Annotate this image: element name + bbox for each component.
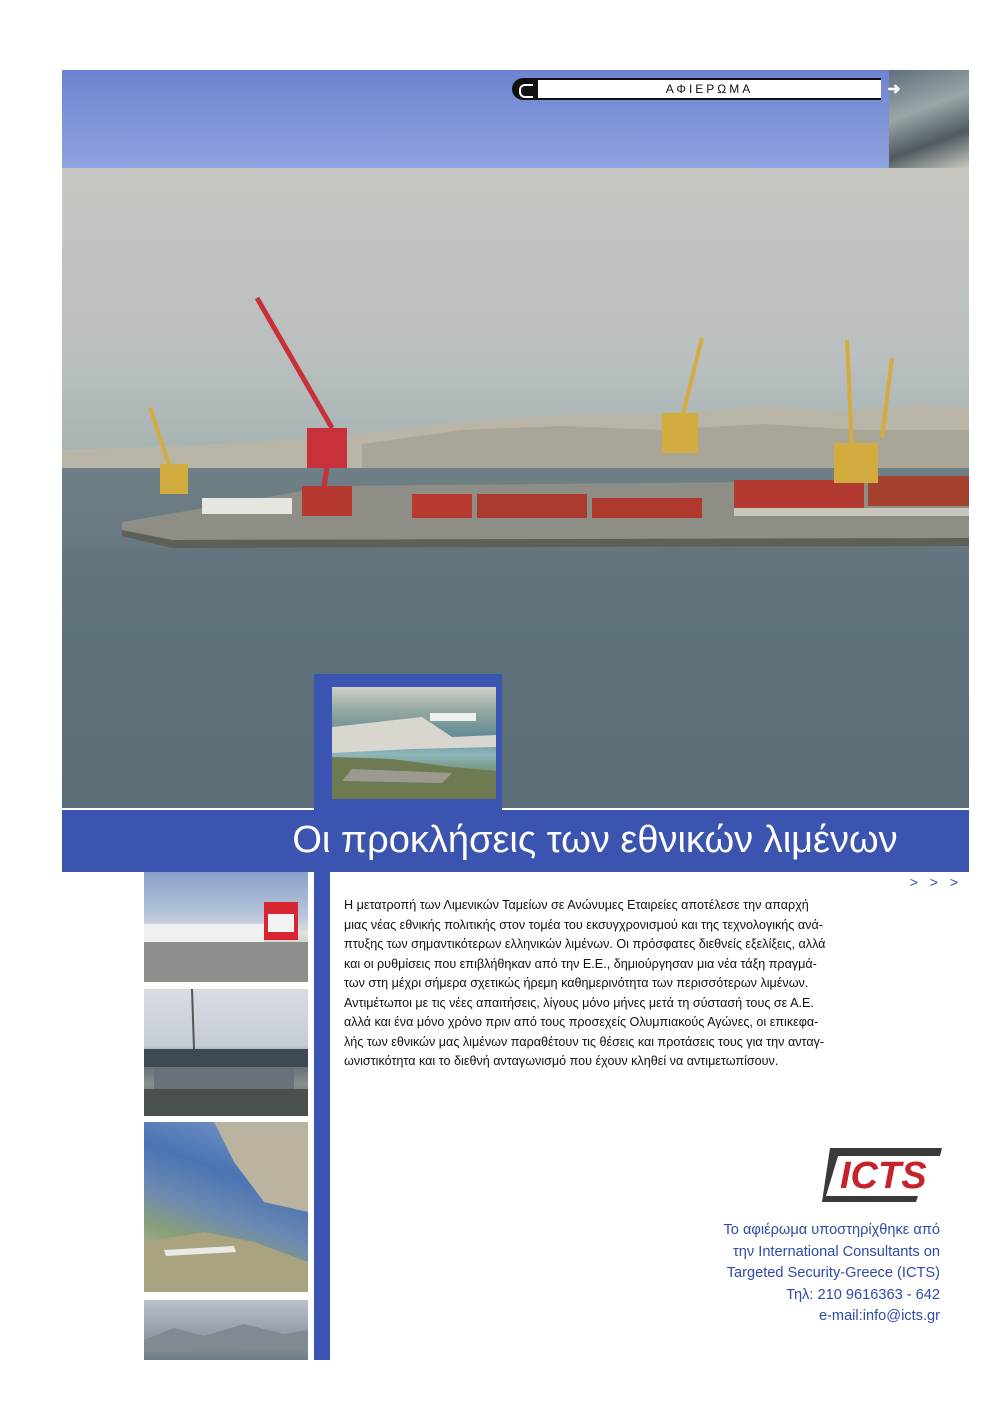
- intro-line: Αντιμέτωποι με τις νέες απαιτήσεις, λίγους μόνο μήνες μετά τη σύστασή τους σε Α.Ε.: [344, 995, 814, 1010]
- intro-line: μιας νέας εθνικής πολιτικής στον τομέα του εκσυγχρονισμού και της τεχνολογικής ανά-: [344, 917, 823, 932]
- ferry-port-photo: [144, 872, 308, 982]
- more-chevrons: > > >: [909, 874, 962, 890]
- icts-logo: [822, 1140, 950, 1204]
- sponsor-credit: [622, 1220, 940, 1328]
- inset-aerial-port-photo: [332, 687, 496, 799]
- sponsor-email: e-mail:info@icts.gr: [818, 1308, 940, 1324]
- section-label: ΑΦΙΕΡΩΜΑ: [538, 78, 881, 100]
- icts-logo-text: ICTS: [840, 1155, 927, 1197]
- article-title: Οι προκλήσεις των εθνικών λιμένων: [292, 819, 898, 861]
- arrow-right-icon: ➜: [887, 81, 901, 98]
- sponsor-line: την International Consultants on: [733, 1243, 940, 1260]
- section-tab: [512, 78, 907, 100]
- aerial-harbor-photo: [144, 1122, 308, 1292]
- intro-line: και οι ρυθμίσεις που επιβλήθηκαν από την Ε.Ε., δημιούργησαν μια νέα τάξη πραγμά-: [344, 956, 817, 971]
- rounded-cap-icon: [512, 78, 538, 100]
- intro-line: των στη μέχρι σήμερα σχετικώς ήρεμη καθημερινότητα των περισσότερων λιμένων.: [344, 976, 809, 990]
- magazine-page: [62, 70, 969, 1360]
- sponsor-phone: Τηλ: 210 9616363 - 642: [786, 1286, 940, 1303]
- hero-port-photo: [62, 168, 969, 808]
- intro-line: Η μετατροπή των Λιμενικών Ταμείων σε Ανώνυμες Εταιρείες αποτέλεσε την απαρχή: [344, 898, 809, 912]
- sponsor-line: Το αφιέρωμα υποστηρίχθηκε από: [723, 1222, 940, 1238]
- terminal-scene: [144, 989, 308, 1116]
- photo-column: [144, 872, 308, 1360]
- intro-line: ωνιστικότητα και το διεθνή ανταγωνισμό που έχουν κληθεί να αντιμετωπίσουν.: [344, 1054, 779, 1068]
- ferry-scene: [144, 872, 308, 982]
- departure-scene: [144, 1300, 308, 1360]
- port-scene: [62, 168, 969, 808]
- article-intro: [344, 896, 940, 1072]
- ferry-departure-photo: [144, 1300, 308, 1360]
- intro-line: αλλά και ένα μόνο χρόνο πριν από τους προσεχείς Ολυμπιακούς Αγώνες, οι επικεφα-: [344, 1015, 819, 1029]
- intro-line: πτυξης των σημαντικότερων ελληνικών λιμένων. Οι πρόσφατες διεθνείς εξελίξεις, αλλά: [344, 937, 826, 951]
- intro-line: λής των εθνικών μας λιμένων παραθέτουν τις θέσεις και προτάσεις τους για την ανταγ-: [344, 1034, 825, 1049]
- inset-scene: [332, 687, 496, 799]
- sponsor-line: Targeted Security-Greece (ICTS): [726, 1265, 940, 1281]
- icts-logo-mark: [822, 1140, 950, 1204]
- title-accent-bar: [314, 810, 330, 1360]
- passenger-terminal-photo: [144, 989, 308, 1116]
- aerial-scene: [144, 1122, 308, 1292]
